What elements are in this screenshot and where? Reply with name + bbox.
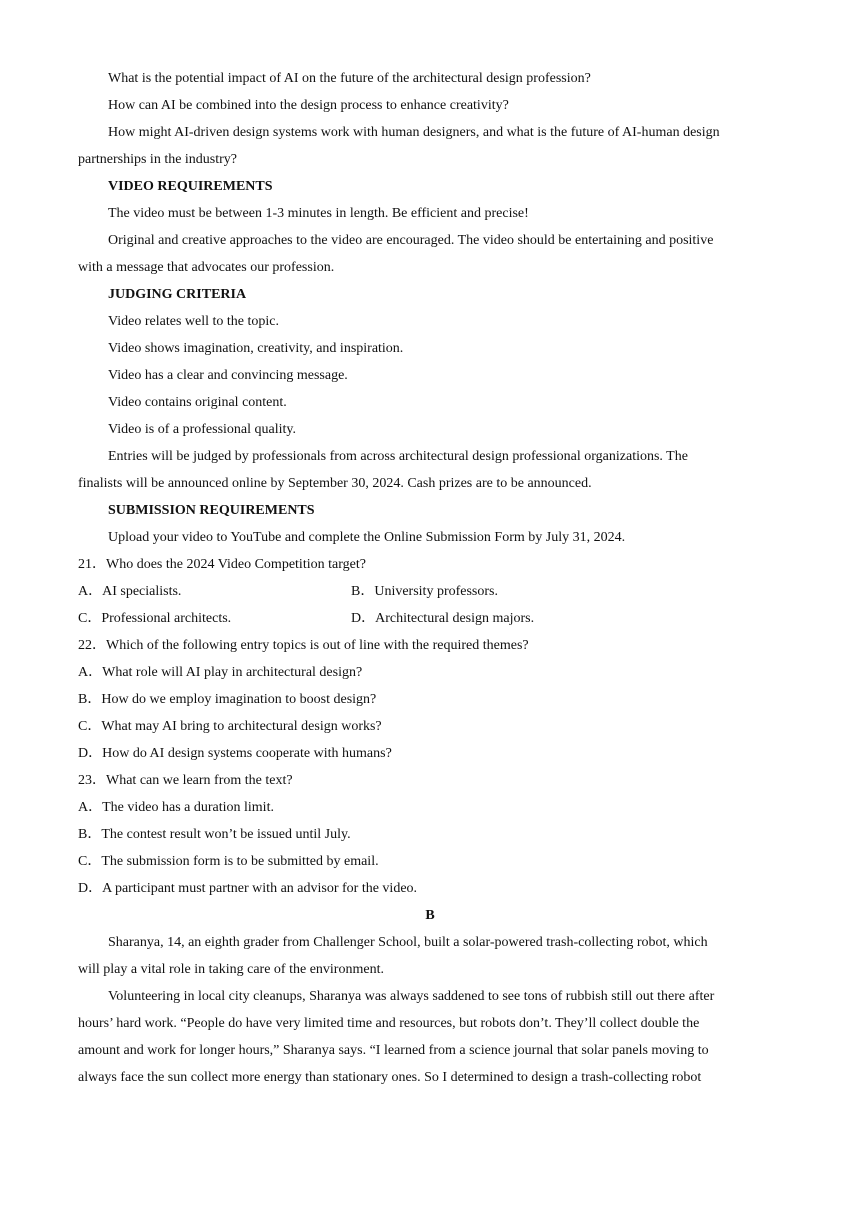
question-21-option-c: C．Professional architects. (78, 611, 232, 626)
video-requirement-creative-1: Original and creative approaches to the video are encouraged. The video should be entertaining and positive (108, 233, 714, 248)
question-line-3b: partnerships in the industry? (78, 152, 238, 167)
question-22-stem: 22．Which of the following entry topics is out of line with the required themes? (78, 638, 529, 653)
passage-b-paragraph-2-line-4: always face the sun collect more energy than stationary ones. So I determined to design a trash-collecting robot (78, 1070, 702, 1085)
question-22-option-d: D．How do AI design systems cooperate with humans? (78, 746, 392, 761)
judging-criteria-heading: JUDGING CRITERIA (108, 287, 247, 302)
passage-b-paragraph-1-line-2: will play a vital role in taking care of the environment. (78, 962, 384, 977)
question-22-option-c: C．What may AI bring to architectural design works? (78, 719, 382, 734)
question-21-option-b: B．University professors. (351, 584, 498, 599)
question-21-option-a: A．AI specialists. (78, 584, 182, 599)
criterion-item: Video contains original content. (108, 395, 287, 410)
question-23-option-b: B．The contest result won’t be issued until July. (78, 827, 351, 842)
question-22-option-a: A．What role will AI play in architectural design? (78, 665, 363, 680)
question-21-option-d: D．Architectural design majors. (351, 611, 535, 626)
criterion-item: Video is of a professional quality. (108, 422, 296, 437)
criterion-item: Video shows imagination, creativity, and inspiration. (108, 341, 404, 356)
entries-judging-line-1: Entries will be judged by professionals from across architectural design professional organizations. The (108, 449, 688, 464)
passage-b-paragraph-2-line-3: amount and work for longer hours,” Sharanya says. “I learned from a science journal that solar panels moving to (78, 1043, 709, 1058)
question-line-2: How can AI be combined into the design process to enhance creativity? (108, 98, 509, 113)
question-21-stem: 21．Who does the 2024 Video Competition target? (78, 557, 366, 572)
question-23-option-d: D．A participant must partner with an advisor for the video. (78, 881, 418, 896)
submission-requirement-text: Upload your video to YouTube and complete the Online Submission Form by July 31, 2024. (108, 530, 626, 545)
criterion-item: Video relates well to the topic. (108, 314, 279, 329)
question-22-option-b: B．How do we employ imagination to boost design? (78, 692, 377, 707)
video-requirement-length: The video must be between 1-3 minutes in length. Be efficient and precise! (108, 206, 529, 221)
section-b-heading: B (425, 908, 435, 923)
question-23-option-c: C．The submission form is to be submitted by email. (78, 854, 379, 869)
entries-judging-line-2: finalists will be announced online by September 30, 2024. Cash prizes are to be announced. (78, 476, 592, 491)
question-line-1: What is the potential impact of AI on the future of the architectural design profession? (108, 71, 591, 86)
video-requirements-heading: VIDEO REQUIREMENTS (108, 179, 273, 194)
question-23-stem: 23．What can we learn from the text? (78, 773, 293, 788)
question-line-3a: How might AI-driven design systems work with human designers, and what is the future of AI-human design (108, 125, 720, 140)
submission-requirements-heading: SUBMISSION REQUIREMENTS (108, 503, 315, 518)
criterion-item: Video has a clear and convincing message. (108, 368, 348, 383)
video-requirement-creative-2: with a message that advocates our profession. (78, 260, 335, 275)
question-23-option-a: A．The video has a duration limit. (78, 800, 274, 815)
passage-b-paragraph-2-line-2: hours’ hard work. “People do have very limited time and resources, but robots don’t. They’ll collect double the (78, 1016, 700, 1031)
passage-b-paragraph-1-line-1: Sharanya, 14, an eighth grader from Challenger School, built a solar-powered trash-collecting robot, which (108, 935, 708, 950)
passage-b-paragraph-2-line-1: Volunteering in local city cleanups, Sharanya was always saddened to see tons of rubbish still out there after (108, 989, 715, 1004)
